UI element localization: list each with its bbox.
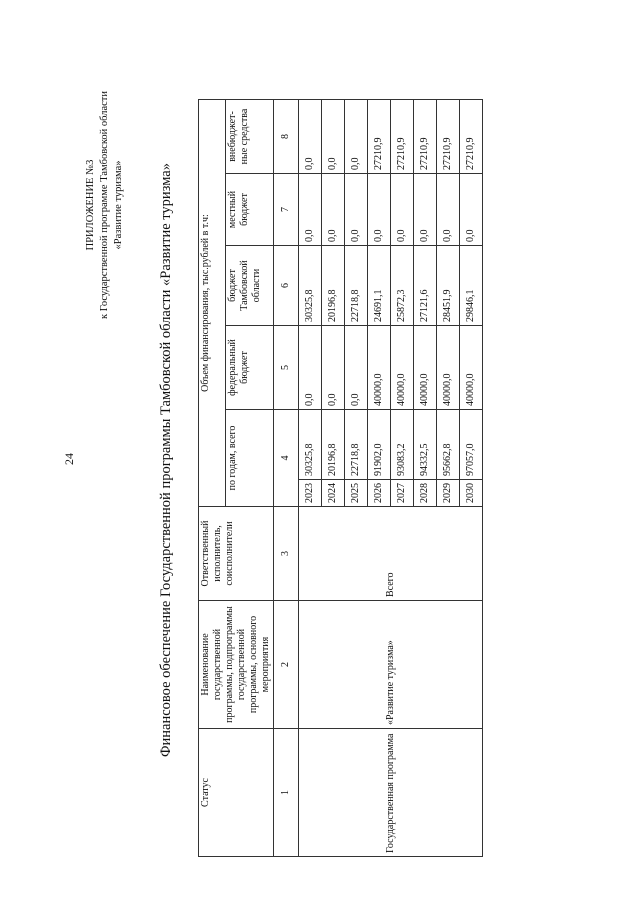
local-cell: 0,0 <box>460 174 483 246</box>
appendix-header <box>84 55 126 355</box>
extra-cell: 27210,9 <box>414 100 437 174</box>
local-cell: 0,0 <box>437 174 460 246</box>
federal-cell: 40000,0 <box>460 326 483 410</box>
total-cell: 20196,8 <box>322 410 345 480</box>
status-cell: Государственная программа <box>299 729 483 857</box>
appendix-line-1: ПРИЛОЖЕНИЕ №3 <box>85 159 96 251</box>
table-row <box>299 100 322 857</box>
year-cell: 2028 <box>414 480 437 507</box>
index-cell: 6 <box>274 246 299 326</box>
total-cell: 95662,8 <box>437 410 460 480</box>
total-cell: 97057,0 <box>460 410 483 480</box>
index-cell: 8 <box>274 100 299 174</box>
document-title: Финансовое обеспечение Государственной программы Тамбовской области «Развитие туризма» <box>158 163 174 757</box>
total-cell: 94332,5 <box>414 410 437 480</box>
total-cell: 91902,0 <box>368 410 391 480</box>
federal-cell: 40000,0 <box>437 326 460 410</box>
header-federal: федеральный бюджет <box>226 326 274 410</box>
index-row <box>274 100 299 857</box>
year-cell: 2029 <box>437 480 460 507</box>
extra-cell: 27210,9 <box>368 100 391 174</box>
appendix-line-2: к Государственной программе Тамбовской области <box>99 91 110 319</box>
program-name-cell: «Развитие туризма» <box>299 601 483 729</box>
local-cell: 0,0 <box>414 174 437 246</box>
header-executor: Ответственный исполнитель, соисполнители <box>199 507 274 601</box>
regional-cell: 29846,1 <box>460 246 483 326</box>
total-cell: 22718,8 <box>345 410 368 480</box>
local-cell: 0,0 <box>345 174 368 246</box>
federal-cell: 0,0 <box>299 326 322 410</box>
year-cell: 2026 <box>368 480 391 507</box>
index-cell: 1 <box>274 729 299 857</box>
index-cell: 5 <box>274 326 299 410</box>
header-volume: Объем финансирования, тыс.рублей в т.ч: <box>199 100 226 507</box>
index-cell: 7 <box>274 174 299 246</box>
index-cell: 3 <box>274 507 299 601</box>
regional-cell: 27121,6 <box>414 246 437 326</box>
header-local: местный бюджет <box>226 174 274 246</box>
local-cell: 0,0 <box>368 174 391 246</box>
local-cell: 0,0 <box>299 174 322 246</box>
year-cell: 2025 <box>345 480 368 507</box>
total-cell: 30325,8 <box>299 410 322 480</box>
federal-cell: 40000,0 <box>391 326 414 410</box>
local-cell: 0,0 <box>391 174 414 246</box>
extra-cell: 27210,9 <box>460 100 483 174</box>
local-cell: 0,0 <box>322 174 345 246</box>
appendix-line-3: «Развитие туризма» <box>113 160 124 250</box>
financing-table <box>198 99 483 857</box>
header-regional: бюджет Тамбовской области <box>226 246 274 326</box>
year-cell: 2030 <box>460 480 483 507</box>
header-extra: внебюджет-ные средства <box>226 100 274 174</box>
header-name: Наименование государственной программы, подпрограммы государственной программы, основного мероприятия <box>199 601 274 729</box>
regional-cell: 24691,1 <box>368 246 391 326</box>
index-cell: 4 <box>274 410 299 507</box>
regional-cell: 20196,8 <box>322 246 345 326</box>
extra-cell: 0,0 <box>322 100 345 174</box>
header-status: Статус <box>199 729 274 857</box>
regional-cell: 25872,3 <box>391 246 414 326</box>
federal-cell: 0,0 <box>322 326 345 410</box>
header-by-years: по годам, всего <box>226 410 274 507</box>
extra-cell: 0,0 <box>345 100 368 174</box>
total-cell: 93083,2 <box>391 410 414 480</box>
extra-cell: 27210,9 <box>391 100 414 174</box>
extra-cell: 0,0 <box>299 100 322 174</box>
regional-cell: 22718,8 <box>345 246 368 326</box>
page-number: 24 <box>62 453 76 465</box>
year-cell: 2024 <box>322 480 345 507</box>
regional-cell: 28451,9 <box>437 246 460 326</box>
year-cell: 2023 <box>299 480 322 507</box>
regional-cell: 30325,8 <box>299 246 322 326</box>
executor-cell: Всего <box>299 507 483 601</box>
federal-cell: 40000,0 <box>368 326 391 410</box>
year-cell: 2027 <box>391 480 414 507</box>
index-cell: 2 <box>274 601 299 729</box>
extra-cell: 27210,9 <box>437 100 460 174</box>
federal-cell: 40000,0 <box>414 326 437 410</box>
federal-cell: 0,0 <box>345 326 368 410</box>
